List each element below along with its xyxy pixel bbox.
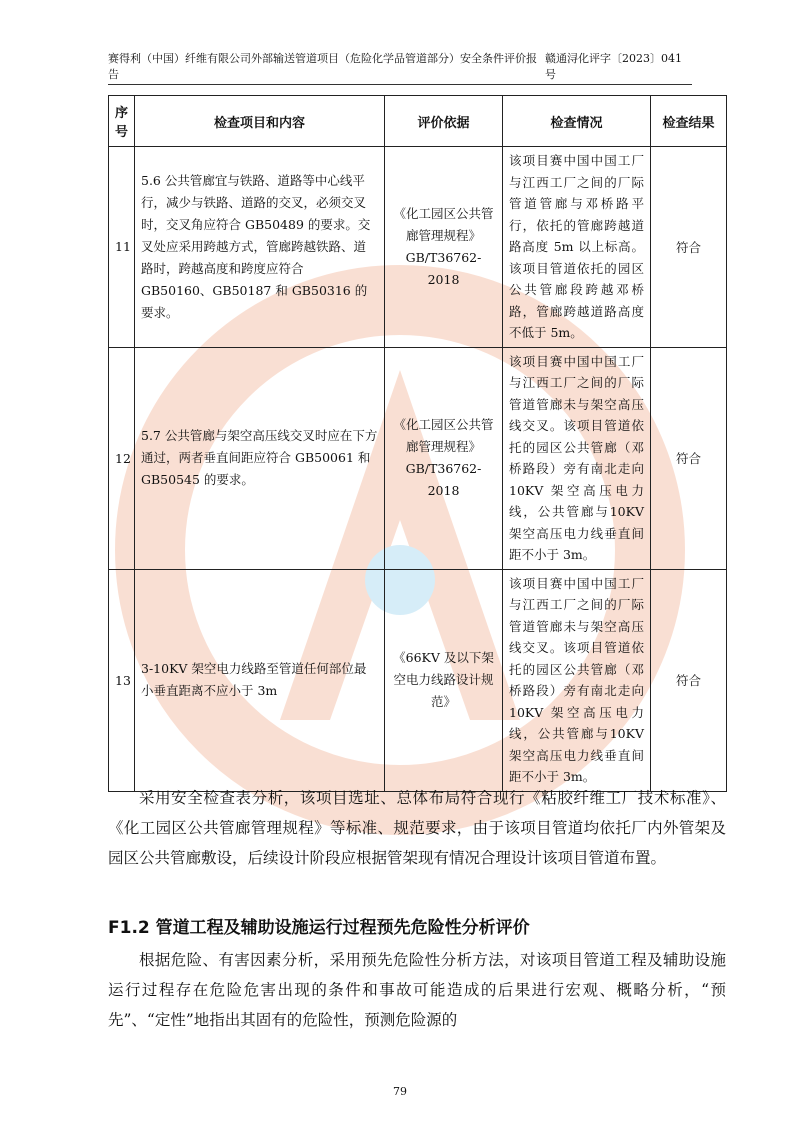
row-basis: 《66KV 及以下架空电力线路设计规范》 (385, 569, 503, 791)
table-row (109, 147, 727, 348)
row-seq: 11 (109, 147, 135, 348)
row-result: 符合 (651, 347, 727, 569)
safety-checklist-table (108, 95, 727, 792)
header-document-number: 赣通浔化评字〔2023〕041号 (545, 52, 682, 81)
col-header-result: 检查结果 (651, 96, 727, 147)
row-seq: 13 (109, 569, 135, 791)
table-header-row (109, 96, 727, 147)
col-header-status: 检查情况 (503, 96, 651, 147)
row-basis: 《化工园区公共管廊管理规程》GB/T36762-2018 (385, 347, 503, 569)
analysis-paragraph: 根据危险、有害因素分析，采用预先危险性分析方法，对该项目管道工程及辅助设施运行过程存在危险危害出现的条件和事故可能造成的后果进行宏观、概略分析，“预先”、“定性”地指出其固有的危险性，预测危险源的 (108, 951, 726, 1029)
section-heading: F1.2 管道工程及辅助设施运行过程预先危险性分析评价 (108, 918, 530, 938)
col-header-content: 检查项目和内容 (135, 96, 385, 147)
row-status: 该项目赛中国中国工厂与江西工厂之间的厂际管道管廊未与架空高压线交叉。该项目管道依托的园区公共管廊（邓桥路段）旁有南北走向 10KV 架空高压电力线，公共管廊与10KV 架空高压电力线垂直间距不小于 3m。 (503, 569, 651, 791)
row-status: 该项目赛中国中国工厂与江西工厂之间的厂际管道管廊与邓桥路平行，依托的管廊跨越道路高度 5m 以上标高。该项目管道依托的园区公共管廊段跨越邓桥路，管廊跨越道路高度不低于 5m。 (503, 147, 651, 348)
row-content: 5.7 公共管廊与架空高压线交叉时应在下方通过，两者垂直间距应符合 GB50061 和 GB50545 的要求。 (135, 347, 385, 569)
row-content: 5.6 公共管廊宜与铁路、道路等中心线平行，减少与铁路、道路的交叉，必须交叉时，交叉角应符合 GB50489 的要求。交叉处应采用跨越方式，管廊跨越铁路、道路时，跨越高度和跨度应符合 GB50160、GB50187 和 GB50316 的要求。 (135, 147, 385, 348)
row-content: 3-10KV 架空电力线路至管道任何部位最小垂直距离不应小于 3m (135, 569, 385, 791)
row-result: 符合 (651, 569, 727, 791)
row-basis: 《化工园区公共管廊管理规程》GB/T36762-2018 (385, 147, 503, 348)
page-number: 79 (393, 1085, 407, 1098)
row-seq: 12 (109, 347, 135, 569)
page-header (108, 52, 692, 85)
table-row (109, 569, 727, 791)
table-row (109, 347, 727, 569)
row-status: 该项目赛中国中国工厂与江西工厂之间的厂际管道管廊未与架空高压线交叉。该项目管道依托的园区公共管廊（邓桥路段）旁有南北走向 10KV 架空高压电力线，公共管廊与10KV 架空高压电力线垂直间距不小于 3m。 (503, 347, 651, 569)
row-result: 符合 (651, 147, 727, 348)
col-header-basis: 评价依据 (385, 96, 503, 147)
header-report-title: 赛得利（中国）纤维有限公司外部输送管道项目（危险化学品管道部分）安全条件评价报告 (108, 52, 537, 81)
summary-paragraph: 采用安全检查表分析，该项目选址、总体布局符合现行《粘胶纤维工厂技术标准》、《化工园区公共管廊管理规程》等标准、规范要求，由于该项目管道均依托厂内外管架及园区公共管廊敷设，后续设计阶段应根据管架现有情况合理设计该项目管道布置。 (108, 789, 726, 867)
col-header-seq: 序号 (109, 96, 135, 147)
